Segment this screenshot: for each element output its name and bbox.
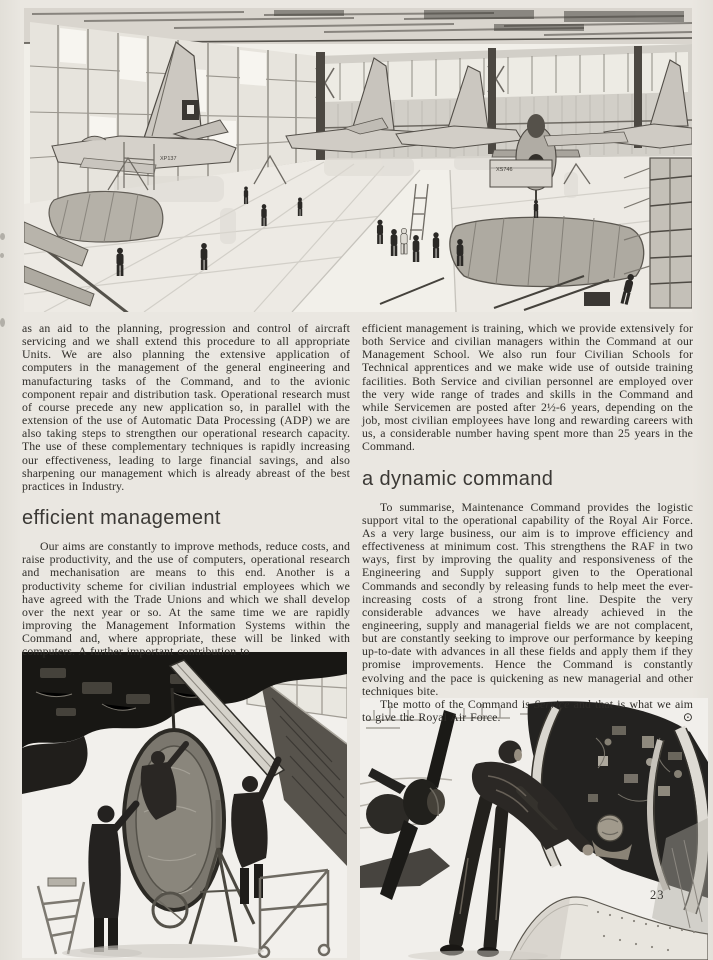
body-paragraph: To summarise, Maintenance Command provides the logistic support vital to the operational capability of the Royal Air Force. As a very large business, our aim is to improve efficiency and effectiveness at minimum cost. This strengthens the RAF in two ways, first by improving the quality and responsiveness of the Engineering and Supply support given to the Operational Commands and secondly by releasing funds to help meet the ever-increasing costs of a strong front line. Despite the very considerable advances we have already achieved in the engineering, supply and managerial fields we are not complacent, but are constantly seeking to improve our performance by keeping up-to-date with advances in all these fields and apply them if they promise improvements. Hence the Command is constantly evolving and the pace is quickening as new managerial and other techniques bite.: [362, 499, 693, 698]
end-of-article-mark: ⊙: [682, 710, 693, 725]
motto-italic: Service: [534, 696, 570, 711]
section-heading-a-dynamic-command: a dynamic command: [362, 467, 554, 490]
body-paragraph: Our aims are constantly to improve methods, reduce costs, and raise productivity, and the use of computers, operational research and mechanisation are means to this end. Another is a productivity scheme for civilian industrial employees which we have agreed with the Trade Unions and which we shall develop over the next year or so. At the same time we are rapidly improving the Management Information Systems within the Command and, where appropriate, these will be linked with computers. A further important contribution to: [22, 539, 350, 659]
hangar-illustration-svg: [24, 8, 692, 312]
page-number: 23: [650, 888, 665, 902]
tail-serial-label: XP137: [160, 156, 177, 162]
left-column: [22, 322, 350, 658]
hatch-servicing-svg: [22, 652, 347, 958]
body-paragraph: efficient management is training, which we provide extensively for both Service and civilian managers within the Command at our Management School. We also run four Civilian Schools for Technical apprentices and we make wide use of outside training facilities. Both Service and civilian personnel are employed over the very wide range of trades and skills in the Command and while Servicemen are posted after 2½-6 years, depending on the job, most civilian employees have long and rewarding careers with us, a considerable number having spent more than 25 years in the Command.: [362, 321, 693, 454]
motto-text: and that is what we aim to give the Royal Air Force.: [362, 696, 693, 725]
scan-speck: [0, 253, 4, 258]
scan-speck: [0, 318, 5, 327]
equipment-crate: [490, 160, 552, 187]
cockpit-servicing-svg: [360, 698, 708, 960]
hatch-servicing-illustration: [22, 652, 347, 958]
right-column: [362, 322, 693, 724]
motto-text: The motto of the Command is: [380, 696, 535, 711]
cockpit-servicing-illustration: [360, 698, 708, 960]
body-paragraph: as an aid to the planning, progression and control of aircraft servicing and we shall extend this procedure to all appropriate Units. We are also planning the extensive application of computers in the management of the general engineering and manufacturing tasks of the Command, and to the avionic component repair and distribution task. Operational research must of course precede any new application so, in parallel with the extension of the use of Automatic Data Processing (ADP) we are also taking steps to strengthen our operational research capacity. The use of these complementary techniques is rapidly increasing our effectiveness, leading to large financial savings, and also sharpening our management which is already abreast of the best practices in Industry.: [22, 321, 350, 493]
section-heading-efficient-management: efficient management: [22, 507, 221, 530]
crate-serial-label: XS746: [496, 167, 513, 173]
scan-speck: [0, 233, 5, 240]
hangar-illustration: [24, 8, 692, 312]
motto-paragraph: [362, 698, 693, 724]
